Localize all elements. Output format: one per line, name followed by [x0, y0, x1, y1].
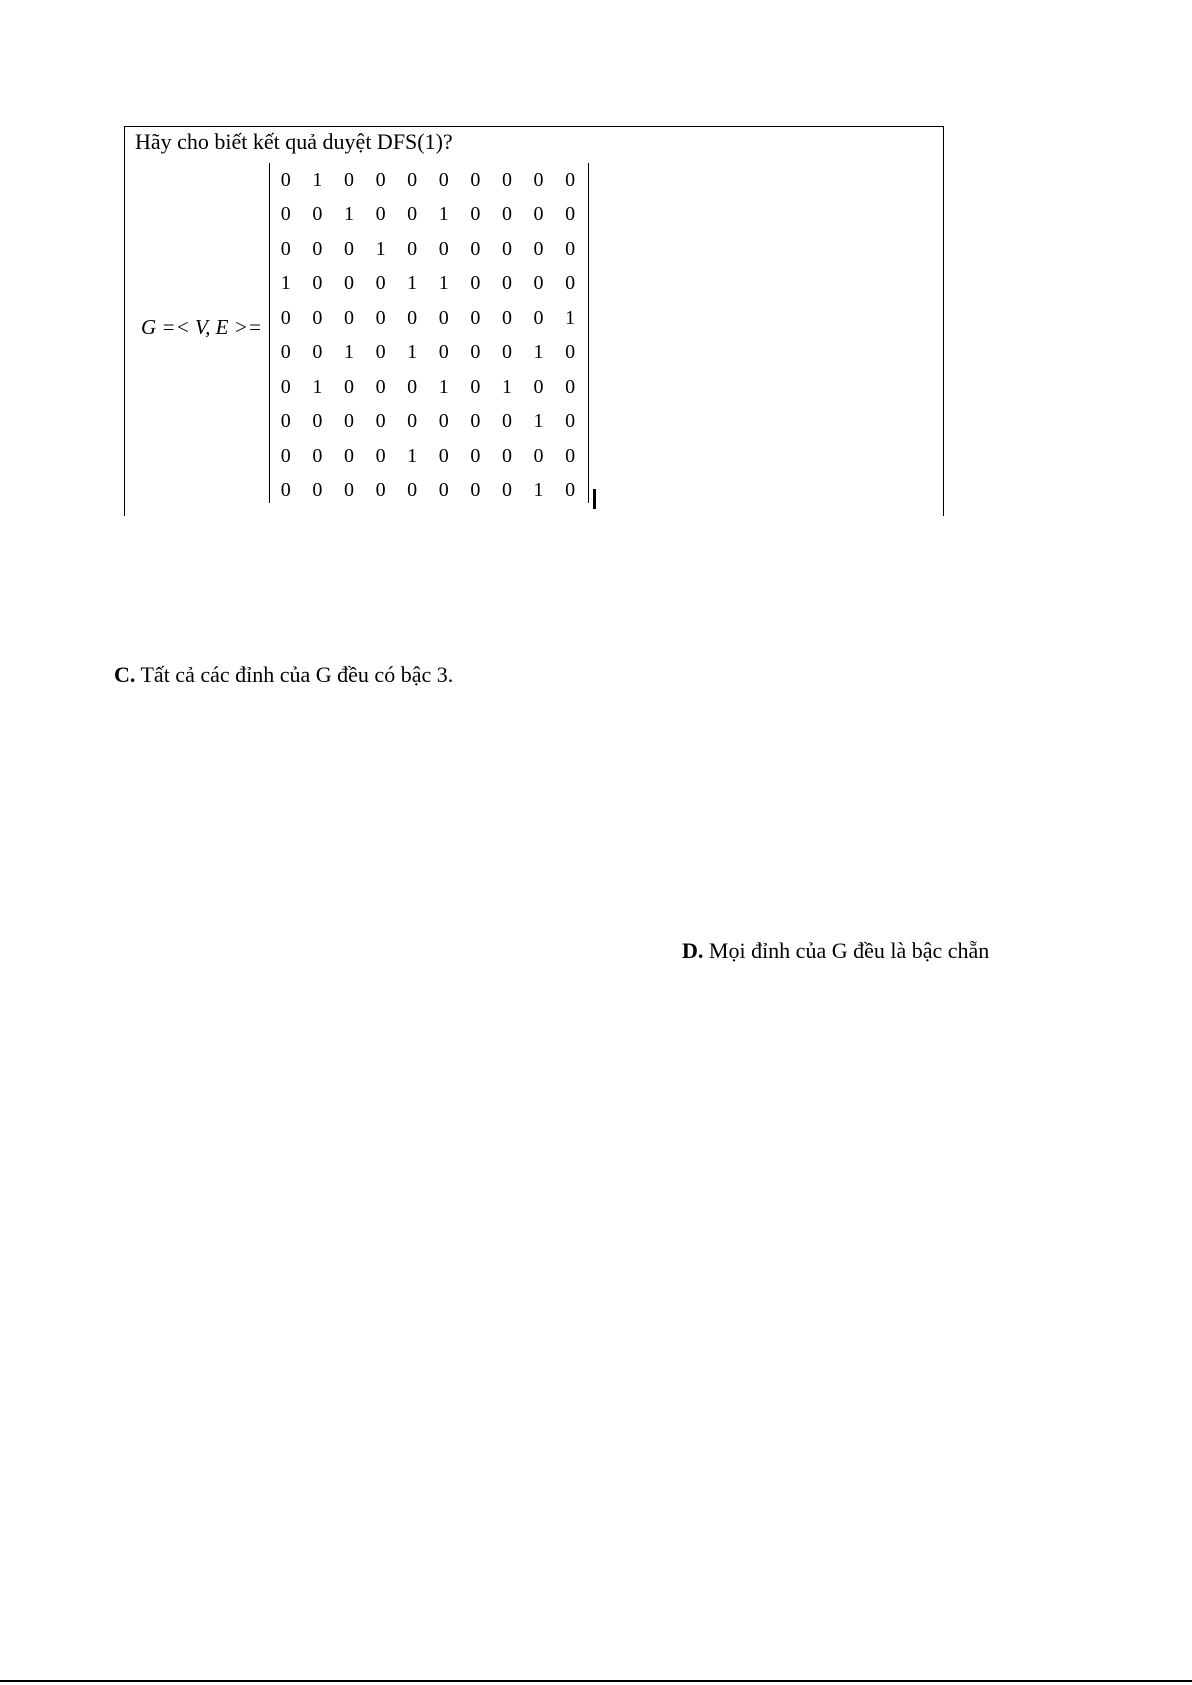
- matrix-cell: 0: [407, 306, 418, 329]
- matrix-cell: 0: [280, 237, 291, 260]
- matrix-cell: 0: [407, 168, 418, 191]
- matrix-cell: 0: [501, 341, 512, 364]
- matrix-cell: 0: [375, 375, 386, 398]
- question-text: Hãy cho biết kết quả duyệt DFS(1)?: [135, 129, 453, 154]
- matrix-row: [270, 405, 588, 440]
- matrix-cell: 0: [312, 306, 323, 329]
- matrix-cell: 0: [407, 237, 418, 260]
- matrix-cell: 1: [438, 272, 449, 295]
- matrix-cell: 0: [375, 306, 386, 329]
- answer-c-letter: C.: [114, 662, 136, 687]
- matrix-cell: 0: [375, 479, 386, 502]
- matrix-cell: 0: [501, 168, 512, 191]
- matrix-cell: 0: [407, 479, 418, 502]
- matrix-cell: 1: [438, 203, 449, 226]
- matrix-cell: 0: [312, 410, 323, 433]
- matrix-cell: 0: [280, 306, 291, 329]
- matrix-cell: 0: [280, 168, 291, 191]
- matrix-cell: 0: [470, 375, 481, 398]
- matrix-cell: 0: [343, 479, 354, 502]
- matrix-cell: 0: [438, 341, 449, 364]
- matrix-cell: 0: [470, 479, 481, 502]
- matrix-cell: 1: [407, 341, 418, 364]
- answer-c: [114, 662, 453, 688]
- matrix-cell: 0: [312, 444, 323, 467]
- matrix-cell: 1: [565, 306, 576, 329]
- matrix-cell: 0: [343, 410, 354, 433]
- matrix-cell: 0: [470, 168, 481, 191]
- matrix-row: [270, 474, 588, 509]
- answer-d-letter: D.: [682, 938, 704, 963]
- matrix-cell: 0: [470, 306, 481, 329]
- matrix-cell: 0: [280, 479, 291, 502]
- matrix-row: [270, 232, 588, 267]
- matrix-cell: 0: [501, 203, 512, 226]
- matrix-cell: 0: [501, 479, 512, 502]
- matrix-row: [270, 301, 588, 336]
- matrix-cell: 0: [407, 203, 418, 226]
- matrix-cell: 1: [280, 272, 291, 295]
- matrix-cell: 0: [343, 272, 354, 295]
- matrix-cell: 0: [375, 444, 386, 467]
- matrix-cell: 0: [312, 203, 323, 226]
- answer-d-text: Mọi đỉnh của G đều là bậc chẵn: [703, 938, 990, 963]
- matrix-cell: 1: [312, 168, 323, 191]
- matrix-cell: 0: [565, 479, 576, 502]
- matrix-cell: 0: [533, 272, 544, 295]
- matrix-cell: 0: [470, 237, 481, 260]
- matrix-cell: 0: [407, 375, 418, 398]
- matrix-cell: 0: [280, 444, 291, 467]
- matrix-cell: 0: [375, 272, 386, 295]
- matrix-cell: 0: [280, 410, 291, 433]
- matrix-cell: 0: [470, 410, 481, 433]
- matrix-cell: 0: [565, 410, 576, 433]
- matrix-cell: 0: [470, 341, 481, 364]
- matrix-cell: 0: [565, 341, 576, 364]
- matrix-cell: 0: [470, 272, 481, 295]
- matrix-cell: 0: [501, 410, 512, 433]
- matrix-cell: 0: [343, 444, 354, 467]
- matrix-cell: 0: [312, 237, 323, 260]
- matrix-cell: 0: [375, 203, 386, 226]
- matrix-cell: 0: [312, 341, 323, 364]
- matrix-cell: 0: [533, 237, 544, 260]
- matrix-cell: 0: [438, 168, 449, 191]
- matrix-cell: 0: [438, 444, 449, 467]
- matrix-cell: 0: [501, 306, 512, 329]
- matrix-cell: 0: [565, 444, 576, 467]
- matrix-cell: 1: [533, 479, 544, 502]
- matrix-cell: 0: [501, 272, 512, 295]
- answer-d: [682, 938, 989, 964]
- matrix-cell: 1: [343, 341, 354, 364]
- matrix-cell: 0: [533, 375, 544, 398]
- matrix-cell: 0: [438, 479, 449, 502]
- matrix-cell: 0: [280, 341, 291, 364]
- matrix-cell: 0: [280, 375, 291, 398]
- matrix-cell: 0: [565, 237, 576, 260]
- matrix-cell: 0: [343, 237, 354, 260]
- matrix-row: [270, 163, 588, 198]
- matrix-cell: 0: [565, 375, 576, 398]
- matrix-row: [270, 439, 588, 474]
- matrix-cell: 0: [343, 168, 354, 191]
- matrix-cell: 0: [375, 168, 386, 191]
- matrix-row: [270, 267, 588, 302]
- matrix-row: [270, 336, 588, 371]
- matrix-cell: 1: [312, 375, 323, 398]
- matrix-cell: 0: [565, 168, 576, 191]
- question-box: [124, 126, 944, 516]
- matrix-cell: 0: [312, 272, 323, 295]
- matrix-cell: 1: [501, 375, 512, 398]
- text-cursor-mark: [593, 489, 596, 509]
- matrix-cell: 0: [312, 479, 323, 502]
- answer-c-text: Tất cả các đỉnh của G đều có bậc 3.: [135, 662, 454, 687]
- matrix-cell: 0: [501, 237, 512, 260]
- matrix-cell: 0: [565, 272, 576, 295]
- matrix-cell: 1: [533, 341, 544, 364]
- matrix-cell: 0: [375, 410, 386, 433]
- matrix-cell: 0: [343, 306, 354, 329]
- matrix-cell: 0: [501, 444, 512, 467]
- matrix-cell: 0: [533, 203, 544, 226]
- matrix-cell: 0: [533, 306, 544, 329]
- matrix-cell: 0: [438, 237, 449, 260]
- adjacency-matrix: [269, 163, 589, 503]
- matrix-cell: 1: [407, 444, 418, 467]
- matrix-cell: 1: [533, 410, 544, 433]
- matrix-cell: 0: [407, 410, 418, 433]
- matrix-cell: 1: [407, 272, 418, 295]
- matrix-cell: 0: [470, 444, 481, 467]
- matrix-row: [270, 370, 588, 405]
- matrix-cell: 0: [533, 168, 544, 191]
- matrix-cell: 0: [438, 306, 449, 329]
- matrix-cell: 0: [375, 341, 386, 364]
- matrix-cell: 0: [280, 203, 291, 226]
- matrix-row: [270, 198, 588, 233]
- matrix-cell: 0: [470, 203, 481, 226]
- graph-label: G =< V, E >=: [141, 315, 263, 339]
- matrix-cell: 0: [343, 375, 354, 398]
- matrix-cell: 0: [533, 444, 544, 467]
- matrix-cell: 1: [438, 375, 449, 398]
- matrix-cell: 0: [438, 410, 449, 433]
- matrix-cell: 1: [375, 237, 386, 260]
- footer-divider: [0, 1680, 1192, 1682]
- matrix-cell: 0: [565, 203, 576, 226]
- matrix-cell: 1: [343, 203, 354, 226]
